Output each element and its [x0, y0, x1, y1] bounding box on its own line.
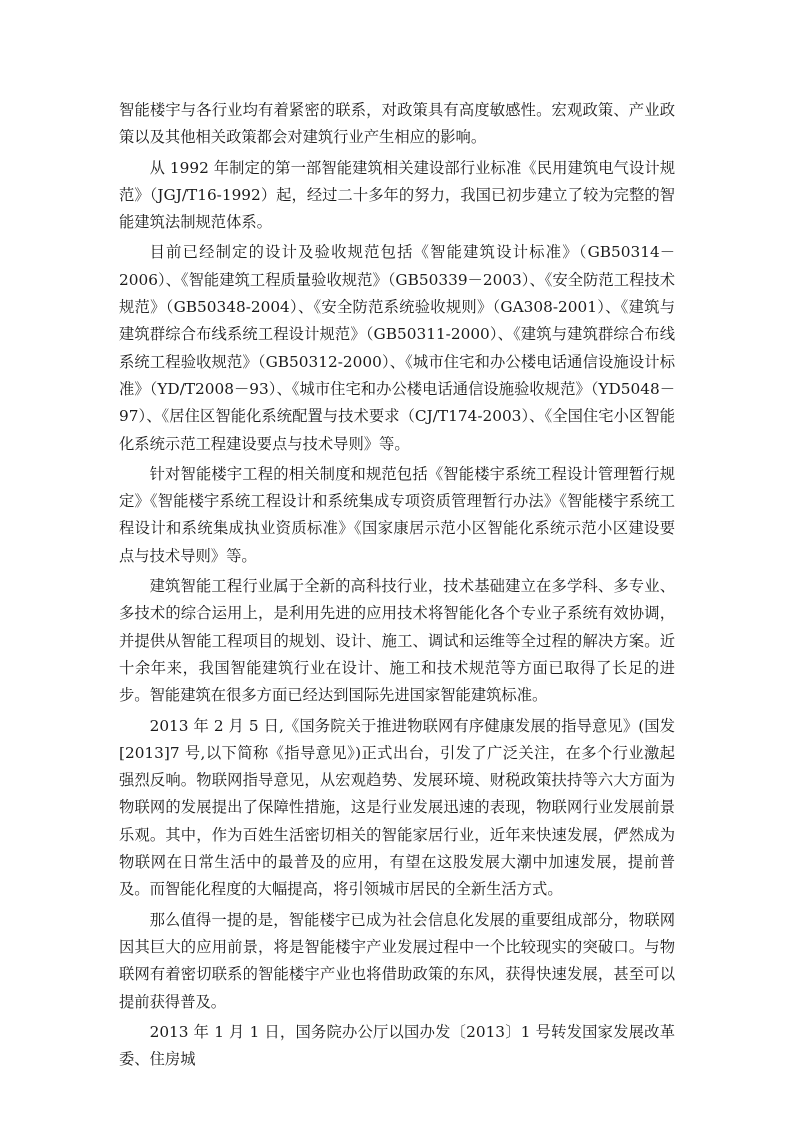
paragraph-2: 从 1992 年制定的第一部智能建筑相关建设部行业标准《民用建筑电气设计规范》（JGJ/T16-1992）起，经过二十多年的努力，我国已初步建立了较为完整的智能建筑法制规范体系。 — [119, 158, 675, 232]
paragraph-3: 目前已经制定的设计及验收规范包括《智能建筑设计标准》（GB50314－2006）、《智能建筑工程质量验收规范》（GB50339－2003）、《安全防范工程技术规范》（GB50348-2004）、《安全防范系统验收规则》（GA308-2001）、《建筑与建筑群综合布线系统工程设计规范》（GB50311-2000）、《建筑与建筑群综合布线系统工程验收规范》（GB50312-2000）、《城市住宅和办公楼电话通信设施设计标准》（YD/T2008－93）、《城市住宅和办公楼电话通信设施验收规范》（YD5048－97）、《居住区智能化系统配置与技术要求（CJ/T174-2003）、《全国住宅小区智能化系统示范工程建设要点与技术导则》等。 — [119, 243, 675, 453]
document-body — [119, 97, 675, 1076]
paragraph-6: 2013 年 2 月 5 日,《国务院关于推进物联网有序健康发展的指导意见》(国发[2013]7 号,以下简称《指导意见》)正式出台，引发了广泛关注，在多个行业激起强烈反响。物联网指导意见，从宏观趋势、发展环境、财税政策扶持等六大方面为物联网的发展提出了保障性措施，这是行业发展迅速的表现，物联网行业发展前景乐观。其中，作为百姓生活密切相关的智能家居行业，近年来快速发展，俨然成为物联网在日常生活中的最普及的应用，有望在这股发展大潮中加速发展，提前普及。而智能化程度的大幅提高，将引领城市居民的全新生活方式。 — [119, 716, 675, 899]
paragraph-5: 建筑智能工程行业属于全新的高科技行业，技术基础建立在多学科、多专业、多技术的综合运用上，是利用先进的应用技术将智能化各个专业子系统有效协调，并提供从智能工程项目的规划、设计、施工、调试和运维等全过程的解决方案。近十余年来，我国智能建筑行业在设计、施工和技术规范等方面已取得了长足的进步。智能建筑在很多方面已经达到国际先进国家智能建筑标准。 — [119, 577, 675, 705]
paragraph-1: 智能楼宇与各行业均有着紧密的联系，对政策具有高度敏感性。宏观政策、产业政策以及其他相关政策都会对建筑行业产生相应的影响。 — [119, 101, 675, 147]
paragraph-7: 那么值得一提的是，智能楼宇已成为社会信息化发展的重要组成部分，物联网因其巨大的应用前景，将是智能楼宇产业发展过程中一个比较现实的突破口。与物联网有着密切联系的智能楼宇产业也将借助政策的东风，获得快速发展，甚至可以提前获得普及。 — [119, 910, 675, 1011]
paragraph-8: 2013 年 1 月 1 日，国务院办公厅以国办发〔2013〕1 号转发国家发展改革委、住房城 — [119, 1022, 675, 1069]
paragraph-4: 针对智能楼宇工程的相关制度和规范包括《智能楼宇系统工程设计管理暂行规定》《智能楼宇系统工程设计和系统集成专项资质管理暂行办法》《智能楼宇系统工程设计和系统集成执业资质标准》《国家康居示范小区智能化系统示范小区建设要点与技术导则》等。 — [119, 464, 675, 565]
